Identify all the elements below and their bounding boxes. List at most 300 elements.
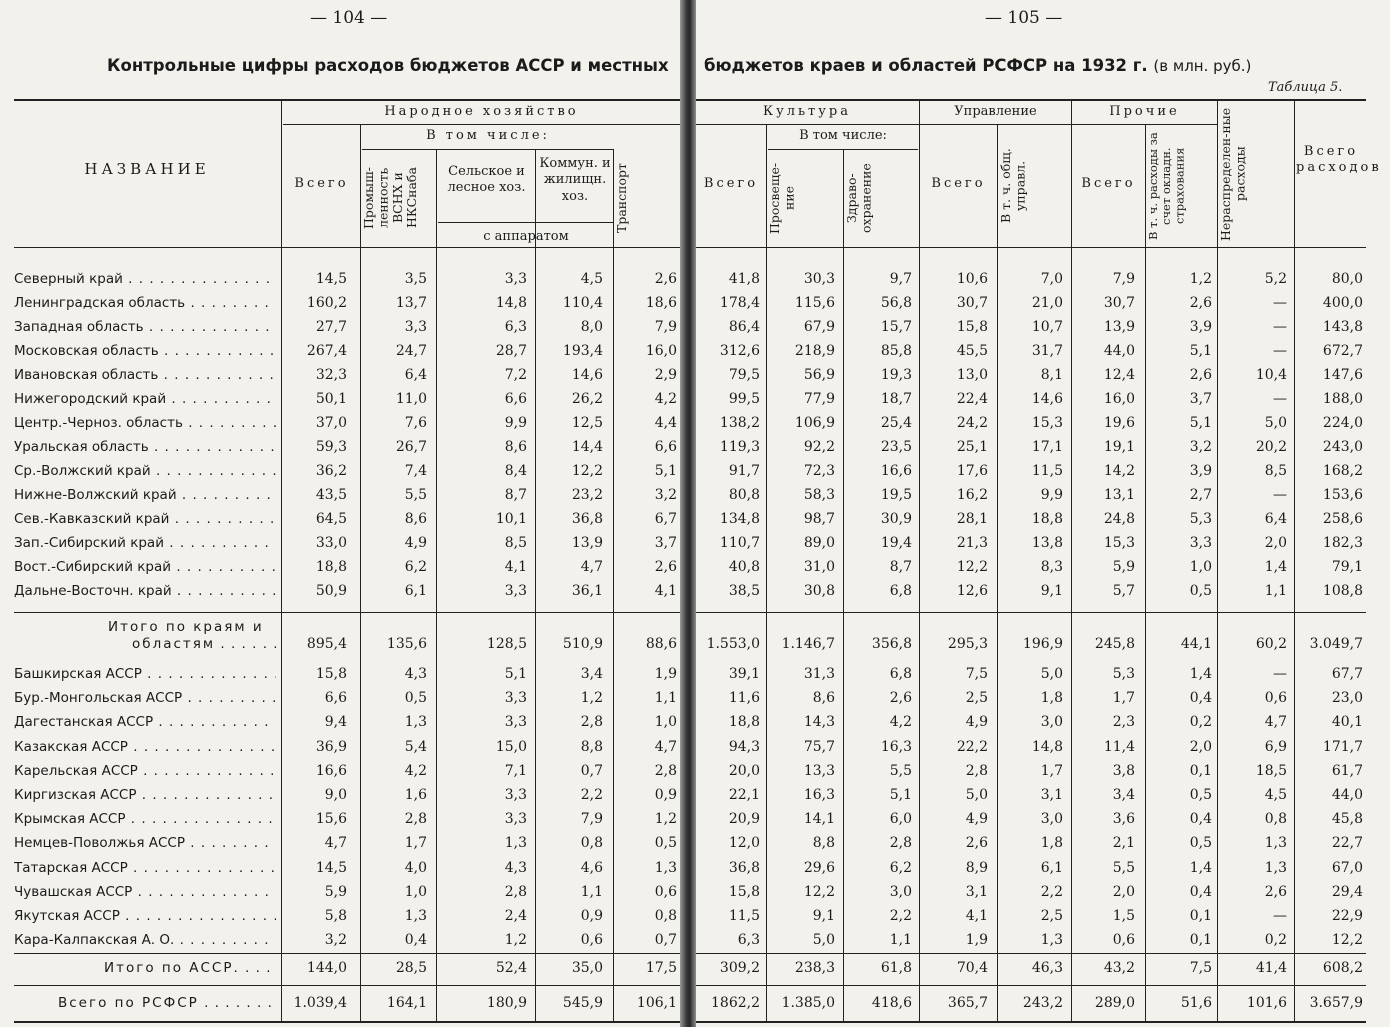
table-cell: 24,2 — [956, 415, 988, 431]
table-cell: 15,8 — [728, 883, 760, 900]
table-cell: 30,7 — [956, 295, 988, 311]
table-cell: 4,4 — [654, 415, 677, 431]
table-cell: 238,3 — [794, 960, 835, 976]
table-cell: 10,4 — [1255, 367, 1287, 383]
rule-economy-group — [283, 124, 680, 125]
table-cell: 22,9 — [1331, 908, 1363, 924]
table-cell: 1,3 — [1264, 859, 1287, 876]
table-cell: 7,9 — [1112, 271, 1135, 287]
table-row — [0, 690, 1390, 710]
table-cell: 20,9 — [728, 811, 760, 828]
table-cell: — — [1273, 908, 1287, 924]
table-cell: 36,1 — [571, 583, 603, 599]
table-cell: 6,8 — [889, 583, 912, 599]
table-row — [0, 559, 1390, 579]
table-cell: 8,0 — [580, 319, 603, 335]
table-cell: 6,7 — [654, 511, 677, 527]
table-cell: 5,1 — [504, 666, 527, 682]
header-communal: Коммун. и жилищн. хоз. — [539, 156, 611, 204]
table-row — [0, 884, 1390, 904]
table-cell: 0,4 — [1189, 811, 1212, 828]
table-cell: 12,2 — [803, 883, 835, 900]
row-name: Бур.-Монгольская АССР . . . — [14, 690, 276, 706]
table-cell: 0,4 — [1189, 883, 1212, 900]
table-cell: 0,6 — [1112, 932, 1135, 949]
table-cell: 92,2 — [803, 439, 835, 455]
table-cell: 19,1 — [1103, 439, 1135, 455]
table-cell: 6,2 — [889, 859, 912, 876]
table-cell: 16,6 — [880, 463, 912, 479]
table-cell: 15,7 — [880, 319, 912, 335]
table-cell: 218,9 — [794, 343, 835, 359]
table-cell: 5,0 — [965, 787, 988, 803]
header-other: Прочие — [1109, 104, 1180, 119]
table-cell: 28,7 — [495, 343, 527, 359]
table-cell: 510,9 — [562, 636, 603, 652]
table-cell: 18,8 — [728, 714, 760, 731]
table-cell: 3,4 — [1112, 787, 1135, 803]
table-cell: 3,4 — [580, 666, 603, 682]
table-cell: 59,3 — [315, 439, 347, 455]
table-row — [0, 511, 1390, 531]
table-cell: 3.657,9 — [1309, 995, 1363, 1011]
header-administration: Управление — [954, 104, 1037, 119]
table-cell: 0,7 — [580, 762, 603, 779]
table-cell: 8,6 — [404, 511, 427, 527]
table-cell: 16,0 — [1103, 391, 1135, 407]
table-cell: 134,8 — [719, 511, 760, 527]
header-culture-incl: В том числе: — [799, 128, 887, 143]
table-cell: 0,8 — [654, 908, 677, 924]
table-cell: 119,3 — [719, 439, 760, 455]
table-cell: 128,5 — [486, 636, 527, 652]
row-name: Северный край . . . — [14, 271, 276, 287]
table-cell: 67,0 — [1331, 859, 1363, 876]
table-cell: 5,9 — [1112, 559, 1135, 575]
table-cell: 18,8 — [315, 559, 347, 575]
table-cell: 1.146,7 — [781, 636, 835, 652]
table-cell: 43,5 — [315, 487, 347, 503]
table-cell: 2,0 — [1189, 738, 1212, 755]
table-cell: 365,7 — [947, 995, 988, 1011]
table-cell: 2,8 — [889, 835, 912, 852]
row-name: Немцев-Поволжья АССР . . . — [14, 835, 276, 851]
table-cell: 2,8 — [965, 762, 988, 779]
table-cell: 5,9 — [324, 883, 347, 900]
table-cell: 13,7 — [395, 295, 427, 311]
table-cell: 9,9 — [504, 415, 527, 431]
table-cell: 1,4 — [1189, 859, 1212, 876]
table-cell: 12,0 — [728, 835, 760, 852]
header-culture-total: Всего — [703, 176, 759, 191]
row-name: Всего по РСФСР . . . — [58, 995, 276, 1011]
table-cell: 193,4 — [562, 343, 603, 359]
table-cell: 2,0 — [1264, 535, 1287, 551]
table-cell: 1,8 — [1040, 690, 1063, 707]
table-cell: 168,2 — [1322, 463, 1363, 479]
table-cell: 110,7 — [719, 535, 760, 551]
table-cell: 1,5 — [1112, 908, 1135, 924]
table-cell: 22,7 — [1331, 835, 1363, 852]
table-row — [0, 439, 1390, 459]
row-name: Уральская область . . . — [14, 439, 276, 455]
table-cell: 12,2 — [956, 559, 988, 575]
table-cell: 10,1 — [495, 511, 527, 527]
row-name: Дагестанская АССР . . . — [14, 714, 276, 730]
table-cell: 8,3 — [1040, 559, 1063, 575]
table-cell: 106,1 — [636, 995, 677, 1011]
table-cell: 2,6 — [654, 271, 677, 287]
table-cell: 4,3 — [504, 859, 527, 876]
table-cell: 4,7 — [654, 738, 677, 755]
table-cell: 50,1 — [315, 391, 347, 407]
table-title-right-text: бюджетов краев и областей РСФСР на 1932 г. — [704, 56, 1148, 75]
table-cell: 41,4 — [1255, 960, 1287, 976]
table-cell: 12,2 — [571, 463, 603, 479]
table-cell: 1,4 — [1189, 666, 1212, 682]
table-cell: 1862,2 — [711, 995, 760, 1011]
table-cell: 9,1 — [1040, 583, 1063, 599]
row-name: Дальне-Восточн. край . . . — [14, 583, 276, 599]
table-cell: — — [1273, 343, 1287, 359]
table-cell: 9,1 — [812, 908, 835, 924]
table-cell: 3,9 — [1189, 319, 1212, 335]
row-name: Нижегородский край . . . — [14, 391, 276, 407]
table-cell: 2,8 — [580, 714, 603, 731]
table-cell: 8,5 — [1264, 463, 1287, 479]
table-row — [0, 415, 1390, 435]
table-cell: 2,8 — [404, 811, 427, 828]
table-cell: 14,3 — [803, 714, 835, 731]
table-cell: 2,2 — [1040, 883, 1063, 900]
table-cell: 4,2 — [404, 762, 427, 779]
table-cell: 37,0 — [315, 415, 347, 431]
table-cell: 6,0 — [889, 811, 912, 828]
table-cell: 8,6 — [812, 690, 835, 707]
table-cell: 224,0 — [1322, 415, 1363, 431]
table-cell: 3,9 — [1189, 463, 1212, 479]
row-name: Сев.-Кавказский край . . . — [14, 511, 276, 527]
table-cell: 5,5 — [1112, 859, 1135, 876]
header-admin-total: Всего — [931, 176, 986, 191]
table-cell: 1,1 — [889, 932, 912, 949]
table-cell: 1,3 — [1264, 835, 1287, 852]
rule-economy-incl — [362, 149, 614, 150]
table-cell: — — [1273, 666, 1287, 682]
table-row — [0, 487, 1390, 507]
table-cell: 31,7 — [1031, 343, 1063, 359]
table-cell: 245,8 — [1094, 636, 1135, 652]
table-cell: 1,6 — [404, 787, 427, 803]
table-cell: 7,5 — [1189, 960, 1212, 976]
table-cell: 1,9 — [965, 932, 988, 949]
table-cell: 164,1 — [386, 995, 427, 1011]
table-cell: 2,8 — [504, 883, 527, 900]
table-cell: 7,4 — [404, 463, 427, 479]
table-cell: 15,8 — [315, 666, 347, 682]
table-cell: 0,6 — [580, 932, 603, 949]
table-cell: 2,2 — [580, 787, 603, 803]
table-cell: 6,8 — [889, 666, 912, 682]
table-cell: 75,7 — [803, 738, 835, 755]
table-cell: 17,6 — [956, 463, 988, 479]
table-cell: 12,4 — [1103, 367, 1135, 383]
table-cell: 2,6 — [1264, 883, 1287, 900]
header-agriculture: Сельское и лесное хоз. — [447, 164, 526, 196]
row-name: Ленинградская область . . . — [14, 295, 276, 311]
table-cell: 18,5 — [1255, 762, 1287, 779]
table-cell: 13,9 — [571, 535, 603, 551]
table-cell: 52,4 — [495, 960, 527, 976]
table-cell: — — [1273, 295, 1287, 311]
rule-culture-group — [696, 124, 1218, 125]
table-cell: 36,9 — [315, 738, 347, 755]
table-cell: 3.049,7 — [1309, 636, 1363, 652]
table-cell: 267,4 — [306, 343, 347, 359]
table-row — [0, 319, 1390, 339]
table-cell: 1,2 — [580, 690, 603, 707]
table-cell: 3,3 — [504, 690, 527, 707]
rule-bottom-right — [696, 1021, 1366, 1023]
table-cell: 25,4 — [880, 415, 912, 431]
table-cell: 45,5 — [956, 343, 988, 359]
table-cell: 15,8 — [956, 319, 988, 335]
table-cell: 5,3 — [1189, 511, 1212, 527]
table-cell: 5,1 — [889, 787, 912, 803]
table-cell: 101,6 — [1246, 995, 1287, 1011]
table-cell: 9,0 — [324, 787, 347, 803]
table-row — [0, 391, 1390, 411]
table-cell: 3,2 — [324, 932, 347, 949]
table-cell: 2,5 — [965, 690, 988, 707]
table-cell: 243,0 — [1322, 439, 1363, 455]
table-cell: 5,1 — [1189, 415, 1212, 431]
table-cell: 24,8 — [1103, 511, 1135, 527]
table-cell: 3,8 — [1112, 762, 1135, 779]
header-transport: Транспорт — [614, 163, 629, 233]
table-cell: 28,1 — [956, 511, 988, 527]
table-cell: 1,3 — [504, 835, 527, 852]
table-cell: 12,5 — [571, 415, 603, 431]
table-cell: 16,2 — [956, 487, 988, 503]
table-cell: 27,7 — [315, 319, 347, 335]
table-cell: 115,6 — [794, 295, 835, 311]
table-cell: 0,5 — [404, 690, 427, 707]
table-cell: 144,0 — [306, 960, 347, 976]
table-cell: 5,5 — [404, 487, 427, 503]
table-row — [0, 714, 1390, 734]
table-cell: 7,2 — [504, 367, 527, 383]
table-cell: 99,5 — [728, 391, 760, 407]
table-cell: 1,1 — [580, 883, 603, 900]
rule-top-left — [14, 99, 680, 101]
table-cell: 19,3 — [880, 367, 912, 383]
table-row — [0, 908, 1390, 928]
table-cell: 1,8 — [1040, 835, 1063, 852]
table-row — [0, 295, 1390, 315]
table-cell: 35,0 — [571, 960, 603, 976]
table-cell: 0,1 — [1189, 932, 1212, 949]
table-cell: 28,5 — [395, 960, 427, 976]
table-cell: 13,1 — [1103, 487, 1135, 503]
table-cell: 8,8 — [580, 738, 603, 755]
table-cell: 72,3 — [803, 463, 835, 479]
table-cell: 5,0 — [812, 932, 835, 949]
rule-assr-end-left — [14, 953, 680, 954]
table-cell: 312,6 — [719, 343, 760, 359]
table-cell: 19,5 — [880, 487, 912, 503]
table-cell: 1,2 — [1189, 271, 1212, 287]
table-cell: 9,7 — [889, 271, 912, 287]
table-cell: 1.553,0 — [706, 636, 760, 652]
table-cell: 1,2 — [654, 811, 677, 828]
row-name-line1: Итого по краям и — [108, 619, 264, 635]
table-cell: 545,9 — [562, 995, 603, 1011]
table-cell: 2,6 — [1189, 295, 1212, 311]
table-cell: 5,1 — [654, 463, 677, 479]
table-row — [0, 343, 1390, 363]
table-cell: 61,8 — [880, 960, 912, 976]
header-education: Просвеще-ние — [767, 162, 797, 234]
table-cell: 14,5 — [315, 271, 347, 287]
rule-top-right — [696, 99, 1366, 101]
table-cell: 79,1 — [1331, 559, 1363, 575]
table-cell: 1,0 — [404, 883, 427, 900]
table-cell: 418,6 — [871, 995, 912, 1011]
row-name: Московская область . . . — [14, 343, 276, 359]
table-cell: 3,5 — [404, 271, 427, 287]
table-cell: 0,9 — [580, 908, 603, 924]
table-cell: 11,5 — [728, 908, 760, 924]
table-cell: 110,4 — [562, 295, 603, 311]
table-cell: 15,0 — [495, 738, 527, 755]
header-name: НАЗВАНИЕ — [84, 160, 210, 178]
table-row — [0, 763, 1390, 783]
table-cell: 895,4 — [306, 636, 347, 652]
table-cell: 0,6 — [1264, 690, 1287, 707]
table-cell: 2,6 — [654, 559, 677, 575]
table-cell: 672,7 — [1322, 343, 1363, 359]
table-cell: 61,7 — [1331, 762, 1363, 779]
table-cell: 2,0 — [1112, 883, 1135, 900]
table-cell: 25,1 — [956, 439, 988, 455]
table-cell: 135,6 — [386, 636, 427, 652]
table-cell: 26,2 — [571, 391, 603, 407]
table-cell: 11,4 — [1103, 738, 1135, 755]
table-cell: 4,3 — [404, 666, 427, 682]
row-name-line2: областям . . . — [132, 636, 276, 652]
table-cell: 43,2 — [1103, 960, 1135, 976]
table-cell: 23,0 — [1331, 690, 1363, 707]
table-cell: 6,1 — [404, 583, 427, 599]
table-cell: 3,3 — [404, 319, 427, 335]
table-cell: 64,5 — [315, 511, 347, 527]
table-cell: 3,3 — [504, 583, 527, 599]
table-cell: 13,8 — [1031, 535, 1063, 551]
table-row — [0, 811, 1390, 831]
table-cell: 7,9 — [654, 319, 677, 335]
table-cell: 77,9 — [803, 391, 835, 407]
header-other-total: Всего — [1081, 176, 1136, 191]
table-cell: 14,1 — [803, 811, 835, 828]
table-cell: 38,5 — [728, 583, 760, 599]
table-cell: 30,7 — [1103, 295, 1135, 311]
table-cell: 4,9 — [965, 714, 988, 731]
table-cell: 13,0 — [956, 367, 988, 383]
rule-header-bottom-right — [696, 247, 1366, 248]
row-name: Центр.-Черноз. область . . . — [14, 415, 276, 431]
table-cell: 11,5 — [1031, 463, 1063, 479]
table-cell: 178,4 — [719, 295, 760, 311]
table-cell: 30,9 — [880, 511, 912, 527]
table-cell: 41,8 — [728, 271, 760, 287]
table-cell: 7,6 — [404, 415, 427, 431]
table-cell: 0,4 — [1189, 690, 1212, 707]
table-cell: 17,1 — [1031, 439, 1063, 455]
table-cell: 3,2 — [654, 487, 677, 503]
table-cell: 5,5 — [889, 762, 912, 779]
table-cell: 10,6 — [956, 271, 988, 287]
table-row — [0, 666, 1390, 686]
table-cell: 3,3 — [504, 787, 527, 803]
table-cell: 8,7 — [504, 487, 527, 503]
table-cell: 147,6 — [1322, 367, 1363, 383]
table-cell: 85,8 — [880, 343, 912, 359]
table-cell: 1,0 — [1189, 559, 1212, 575]
table-row — [0, 271, 1390, 291]
table-cell: 1.039,4 — [293, 995, 347, 1011]
rule-bottom-left — [14, 1021, 680, 1023]
table-cell: 22,2 — [956, 738, 988, 755]
table-cell: 67,7 — [1331, 666, 1363, 682]
table-cell: 19,6 — [1103, 415, 1135, 431]
table-cell: 30,8 — [803, 583, 835, 599]
table-cell: 1,3 — [1040, 932, 1063, 949]
table-cell: 5,3 — [1112, 666, 1135, 682]
table-cell: 4,0 — [404, 859, 427, 876]
table-cell: 22,4 — [956, 391, 988, 407]
table-cell: 94,3 — [728, 738, 760, 755]
table-cell: 67,9 — [803, 319, 835, 335]
header-with-apparatus: с аппаратом — [483, 229, 569, 244]
table-cell: 18,7 — [880, 391, 912, 407]
table-cell: 36,8 — [728, 859, 760, 876]
table-cell: 8,7 — [889, 559, 912, 575]
table-cell: 4,9 — [965, 811, 988, 828]
rule-assr-total-right — [696, 985, 1366, 986]
table-cell: 14,2 — [1103, 463, 1135, 479]
table-cell: 9,4 — [324, 714, 347, 731]
table-cell: 40,8 — [728, 559, 760, 575]
page-number-right: — 105 — — [985, 8, 1063, 28]
table-cell: 0,8 — [1264, 811, 1287, 828]
table-cell: 171,7 — [1322, 738, 1363, 755]
table-cell: 23,2 — [571, 487, 603, 503]
table-cell: 1,3 — [404, 908, 427, 924]
table-row — [0, 932, 1390, 952]
table-cell: 2,7 — [1189, 487, 1212, 503]
table-cell: 6,9 — [1264, 738, 1287, 755]
table-cell: 36,8 — [571, 511, 603, 527]
table-cell: 2,6 — [889, 690, 912, 707]
table-cell: 10,7 — [1031, 319, 1063, 335]
table-cell: 4,2 — [654, 391, 677, 407]
table-cell: 1,7 — [1112, 690, 1135, 707]
table-cell: 0,6 — [654, 883, 677, 900]
table-row — [0, 535, 1390, 555]
table-cell: 11,0 — [395, 391, 427, 407]
table-cell: 0,9 — [654, 787, 677, 803]
